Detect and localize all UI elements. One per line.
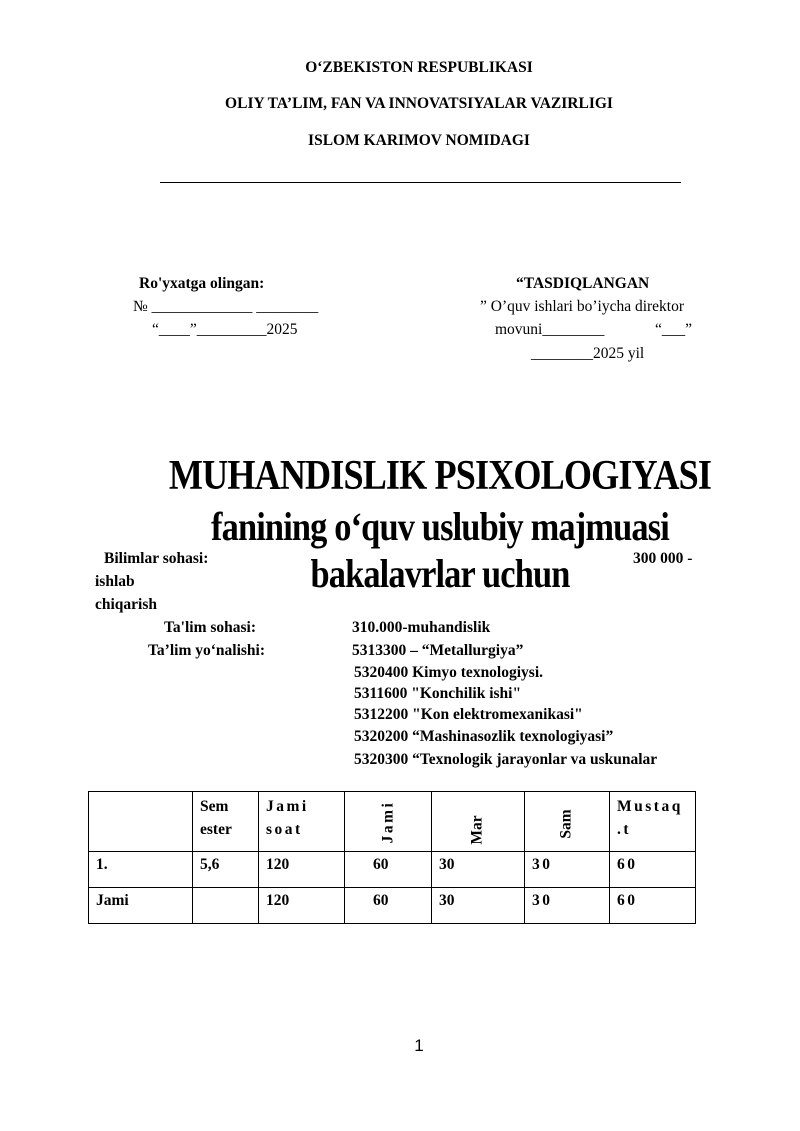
table-cell: 120 xyxy=(259,852,345,888)
header-semester-line-1: Sem xyxy=(200,798,229,815)
approval-line-3: ________2025 yil xyxy=(531,345,645,362)
document-title: MUHANDISLIK PSIXOLOGIYASI xyxy=(168,453,712,499)
header-mar-text: Mar xyxy=(468,814,486,845)
registration-number-line: № _____________ ________ xyxy=(133,298,319,315)
table-cell: 30 xyxy=(525,888,610,924)
header-cell-mar xyxy=(432,792,525,852)
table-cell: 60 xyxy=(345,852,432,888)
ministry-name: OLIY TA’LIM, FAN VA INNOVATSIYALAR VAZIRLIGI xyxy=(225,95,613,112)
table-cell: 5,6 xyxy=(193,852,259,888)
table-header-row xyxy=(89,792,696,852)
direction-item: 5312200 "Kon elektromexanikasi" xyxy=(354,706,583,723)
table-cell: 1. xyxy=(89,852,193,888)
approval-line-1: ” O’quv ishlari bo’iycha direktor xyxy=(480,298,685,315)
knowledge-area-value: 300 000 - xyxy=(633,550,693,567)
education-area-value: 310.000-muhandislik xyxy=(352,619,491,636)
table-cell: 30 xyxy=(432,852,525,888)
knowledge-area-cont-2: chiqarish xyxy=(95,596,158,613)
header-total-line-1: Jami xyxy=(266,798,309,815)
table-cell: 30 xyxy=(525,852,610,888)
direction-item: 5320300 “Texnologik jarayonlar va uskunalar xyxy=(354,751,658,768)
table-cell: 30 xyxy=(432,888,525,924)
header-divider xyxy=(160,182,681,183)
direction-item: 5313300 – “Metallurgiya” xyxy=(352,642,524,659)
header-cell-semester xyxy=(193,792,259,852)
knowledge-area-label: Bilimlar sohasi: xyxy=(104,550,209,567)
header-independent-line-2: .t xyxy=(617,821,632,838)
header-jami-text: Jami xyxy=(379,800,396,843)
header-cell-jami xyxy=(345,792,432,852)
header-sam-text: Sam xyxy=(557,808,575,839)
table-row xyxy=(89,888,696,924)
institution-name: ISLOM KARIMOV NOMIDAGI xyxy=(308,132,530,149)
education-area-label: Ta'lim sohasi: xyxy=(164,619,257,636)
table-cell: 120 xyxy=(259,888,345,924)
table-cell xyxy=(193,888,259,924)
approval-line-2a: movuni________ xyxy=(495,321,605,338)
document-subtitle-1: fanining o‘quv uslubiy majmuasi xyxy=(211,504,669,549)
approval-line-2b: “___” xyxy=(655,321,693,338)
header-cell-independent xyxy=(610,792,696,852)
document-subtitle-2: bakalavrlar uchun xyxy=(310,551,570,596)
knowledge-area-cont-1: ishlab xyxy=(95,573,135,590)
approval-label: “TASDIQLANGAN xyxy=(516,275,650,292)
table-cell: Jami xyxy=(89,888,193,924)
ministry-country: O‘ZBEKISTON RESPUBLIKASI xyxy=(305,59,533,76)
header-cell-sam xyxy=(525,792,610,852)
registration-label: Ro'yxatga olingan: xyxy=(139,275,265,292)
header-independent-line-1: Mustaq xyxy=(617,798,683,815)
hours-table xyxy=(88,791,696,924)
page-number: 1 xyxy=(414,1036,424,1055)
direction-item: 5311600 "Konchilik ishi" xyxy=(354,685,522,702)
table-cell: 60 xyxy=(610,888,696,924)
table-cell: 60 xyxy=(345,888,432,924)
header-cell-empty xyxy=(89,792,193,852)
header-semester-line-2: ester xyxy=(200,821,232,838)
education-direction-label: Ta’lim yo‘nalishi: xyxy=(148,642,265,659)
header-total-line-2: soat xyxy=(266,821,303,838)
direction-item: 5320200 “Mashinasozlik texnologiyasi” xyxy=(354,728,614,745)
header-cell-total-hours xyxy=(259,792,345,852)
direction-item: 5320400 Kimyo texnologiysi. xyxy=(354,664,544,681)
table-row xyxy=(89,852,696,888)
table-cell: 60 xyxy=(610,852,696,888)
registration-date-line: “____”_________2025 xyxy=(152,321,298,338)
